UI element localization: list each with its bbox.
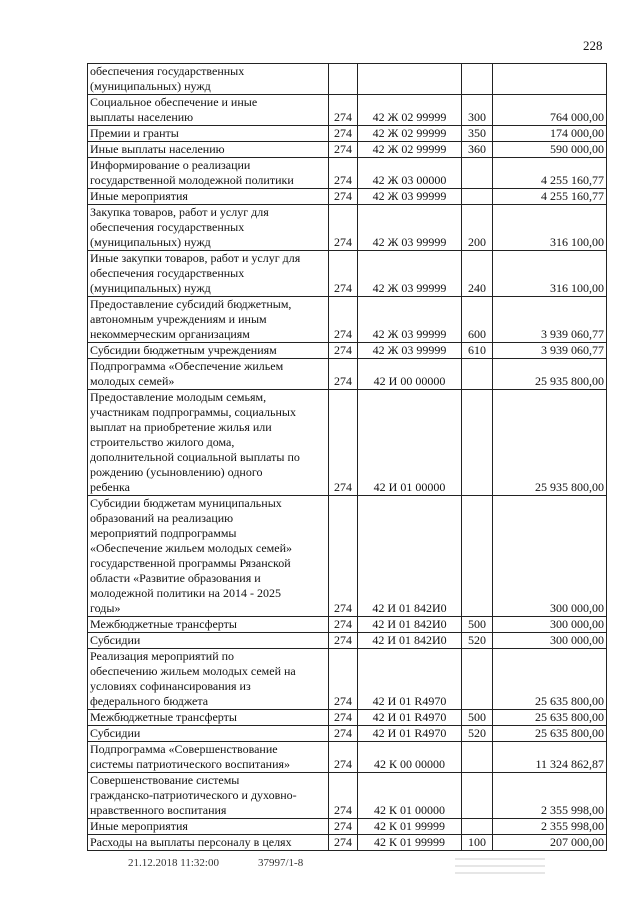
row-amount: 316 100,00 [493,205,607,251]
row-name: Субсидии [88,726,329,742]
row-grbs-code: 274 [329,742,358,773]
row-grbs-code: 274 [329,835,358,851]
table-row [88,710,607,726]
row-target-article: 42 Ж 03 99999 [358,189,462,205]
table-row [88,158,607,189]
row-name: Расходы на выплаты персоналу в целях [88,835,329,851]
row-target-article: 42 К 01 99999 [358,835,462,851]
row-name: Субсидии бюджетам муниципальных образований на реализацию мероприятий подпрограммы «Обеспечение жильем молодых семей» государственной программы Рязанской области «Развитие образования и молодежной политики на 2014 - 2025 годы» [88,496,329,617]
table-row [88,819,607,835]
row-target-article: 42 И 01 R4970 [358,726,462,742]
row-name: Информирование о реализации государственной молодежной политики [88,158,329,189]
row-expense-type [462,158,493,189]
row-grbs-code: 274 [329,359,358,390]
row-name: Подпрограмма «Совершенствование системы патриотического воспитания» [88,742,329,773]
row-name: Иные закупки товаров, работ и услуг для обеспечения государственных (муниципальных) нужд [88,251,329,297]
row-amount: 25 935 800,00 [493,359,607,390]
row-name: Совершенствование системы гражданско-патриотического и духовно- нравственного воспитания [88,773,329,819]
row-amount: 3 939 060,77 [493,343,607,359]
row-grbs-code: 274 [329,343,358,359]
row-target-article: 42 И 00 00000 [358,359,462,390]
row-expense-type: 350 [462,126,493,142]
row-amount: 4 255 160,77 [493,158,607,189]
row-target-article: 42 Ж 03 99999 [358,251,462,297]
table-row [88,205,607,251]
row-target-article: 42 Ж 02 99999 [358,126,462,142]
row-name: Реализация мероприятий по обеспечению жильем молодых семей на условиях софинансирования из федерального бюджета [88,649,329,710]
row-amount: 4 255 160,77 [493,189,607,205]
row-amount: 25 635 800,00 [493,710,607,726]
table-row [88,617,607,633]
table-row [88,742,607,773]
row-grbs-code: 274 [329,251,358,297]
row-target-article: 42 К 00 00000 [358,742,462,773]
row-grbs-code: 274 [329,126,358,142]
row-target-article: 42 Ж 03 99999 [358,297,462,343]
row-target-article: 42 Ж 03 99999 [358,343,462,359]
table-row [88,649,607,710]
row-amount: 764 000,00 [493,95,607,126]
row-amount: 2 355 998,00 [493,819,607,835]
row-name: Подпрограмма «Обеспечение жильем молодых семей» [88,359,329,390]
row-expense-type [462,64,493,95]
faint-stamp-mark [455,853,545,879]
row-name: обеспечения государственных (муниципальных) нужд [88,64,329,95]
table-row [88,773,607,819]
row-amount: 300 000,00 [493,496,607,617]
row-grbs-code: 274 [329,617,358,633]
row-grbs-code: 274 [329,205,358,251]
row-expense-type [462,819,493,835]
row-name: Предоставление молодым семьям, участникам подпрограммы, социальных выплат на приобретение жилья или строительство жилого дома, дополнительной социальной выплаты по рождению (усыновлению) одного ребенка [88,390,329,496]
footer-document-id: 37997/1-8 [258,857,304,869]
table-row [88,390,607,496]
row-expense-type [462,773,493,819]
row-expense-type: 500 [462,710,493,726]
row-name: Межбюджетные трансферты [88,617,329,633]
table-row [88,142,607,158]
row-target-article: 42 Ж 02 99999 [358,142,462,158]
row-grbs-code: 274 [329,649,358,710]
row-target-article: 42 К 01 00000 [358,773,462,819]
row-grbs-code: 274 [329,710,358,726]
table-row [88,343,607,359]
row-name: Предоставление субсидий бюджетным, автономным учреждениям и иным некоммерческим организациям [88,297,329,343]
row-name: Социальное обеспечение и иные выплаты населению [88,95,329,126]
row-amount: 25 935 800,00 [493,390,607,496]
row-grbs-code: 274 [329,726,358,742]
row-grbs-code: 274 [329,95,358,126]
row-target-article: 42 И 01 842И0 [358,496,462,617]
table-row [88,251,607,297]
row-grbs-code: 274 [329,819,358,835]
table-row [88,359,607,390]
row-expense-type: 500 [462,617,493,633]
row-expense-type: 240 [462,251,493,297]
row-target-article: 42 Ж 02 99999 [358,95,462,126]
row-amount: 300 000,00 [493,617,607,633]
row-expense-type: 520 [462,726,493,742]
row-name: Иные мероприятия [88,189,329,205]
page-number: 228 [583,38,603,53]
table-row [88,496,607,617]
table-row [88,297,607,343]
row-amount: 316 100,00 [493,251,607,297]
row-grbs-code: 274 [329,773,358,819]
row-target-article: 42 К 01 99999 [358,819,462,835]
row-expense-type: 360 [462,142,493,158]
row-target-article: 42 И 01 R4970 [358,649,462,710]
row-amount: 11 324 862,87 [493,742,607,773]
row-expense-type: 200 [462,205,493,251]
table-row [88,95,607,126]
row-name: Межбюджетные трансферты [88,710,329,726]
row-expense-type: 600 [462,297,493,343]
row-expense-type [462,742,493,773]
row-expense-type: 520 [462,633,493,649]
table-row [88,64,607,95]
table-row [88,633,607,649]
row-expense-type [462,649,493,710]
row-expense-type [462,359,493,390]
budget-table-body [88,64,607,851]
footer-timestamp: 21.12.2018 11:32:00 [128,857,219,869]
row-amount: 25 635 800,00 [493,649,607,710]
row-amount: 2 355 998,00 [493,773,607,819]
row-amount: 207 000,00 [493,835,607,851]
row-name: Иные выплаты населению [88,142,329,158]
table-row [88,126,607,142]
row-target-article [358,64,462,95]
row-amount: 174 000,00 [493,126,607,142]
row-target-article: 42 И 01 842И0 [358,633,462,649]
row-grbs-code: 274 [329,633,358,649]
row-name: Закупка товаров, работ и услуг для обеспечения государственных (муниципальных) нужд [88,205,329,251]
row-target-article: 42 Ж 03 99999 [358,205,462,251]
row-grbs-code: 274 [329,390,358,496]
table-row [88,189,607,205]
row-grbs-code: 274 [329,189,358,205]
row-expense-type [462,189,493,205]
row-target-article: 42 И 01 842И0 [358,617,462,633]
row-name: Премии и гранты [88,126,329,142]
row-amount [493,64,607,95]
row-expense-type: 300 [462,95,493,126]
row-grbs-code: 274 [329,158,358,189]
row-target-article: 42 И 01 R4970 [358,710,462,726]
row-expense-type: 610 [462,343,493,359]
row-target-article: 42 Ж 03 00000 [358,158,462,189]
row-expense-type [462,390,493,496]
row-name: Субсидии бюджетным учреждениям [88,343,329,359]
row-expense-type [462,496,493,617]
row-amount: 590 000,00 [493,142,607,158]
row-amount: 300 000,00 [493,633,607,649]
row-target-article: 42 И 01 00000 [358,390,462,496]
row-amount: 3 939 060,77 [493,297,607,343]
row-name: Субсидии [88,633,329,649]
table-row [88,835,607,851]
row-expense-type: 100 [462,835,493,851]
row-grbs-code: 274 [329,496,358,617]
budget-table [87,63,607,851]
row-amount: 25 635 800,00 [493,726,607,742]
table-row [88,726,607,742]
row-grbs-code [329,64,358,95]
row-grbs-code: 274 [329,297,358,343]
row-name: Иные мероприятия [88,819,329,835]
row-grbs-code: 274 [329,142,358,158]
